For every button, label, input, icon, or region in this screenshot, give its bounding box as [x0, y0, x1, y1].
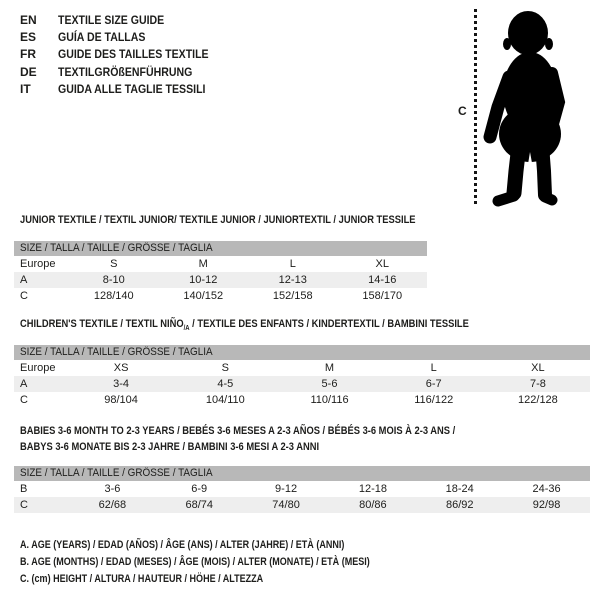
- table-row: [14, 272, 427, 288]
- language-title: TEXTILGRÖßENFÜHRUNG: [58, 64, 193, 79]
- table-cell: M: [198, 258, 208, 270]
- table-row: [14, 288, 427, 304]
- table-cell: 68/74: [185, 499, 213, 511]
- row-label: A: [20, 274, 28, 286]
- table-cell: 3-4: [113, 378, 130, 390]
- row-label: C: [20, 394, 28, 406]
- language-title: GUIDE DES TAILLES TEXTILE: [58, 47, 209, 62]
- height-measure-label: C: [458, 104, 467, 118]
- table-cell: L: [289, 258, 296, 270]
- table-cell: 110/116: [310, 394, 349, 406]
- table-cell: 128/140: [93, 290, 134, 302]
- section-title: JUNIOR TEXTILE / TEXTIL JUNIOR/ TEXTILE JUNIOR / JUNIORTEXTIL / JUNIOR TESSILE: [20, 214, 416, 226]
- table-cell: XL: [375, 258, 389, 270]
- language-title: TEXTILE SIZE GUIDE: [58, 13, 165, 27]
- table-cell: 14-16: [368, 274, 397, 286]
- language-code: ES: [20, 30, 37, 45]
- junior-size-table-section: [14, 214, 427, 304]
- language-row: [20, 64, 229, 81]
- table-cell: 18-24: [445, 483, 474, 495]
- language-title: GUIDA ALLE TAGLIE TESSILI: [58, 81, 206, 96]
- section-title: CHILDREN'S TEXTILE / TEXTIL $NIÑO_{/A}$ / TEXTILE DES ENFANTS / KINDERTEXTIL / BAMBINI TESSILE: [20, 318, 469, 333]
- table-cell: 7-8: [529, 378, 546, 390]
- table-cell: M: [324, 362, 335, 374]
- size-header-bar: SIZE / TALLA / TAILLE / GRÖSSE / TAGLIA: [14, 345, 590, 360]
- row-label: Europe: [20, 362, 56, 374]
- height-measure-line-icon: [474, 9, 477, 206]
- table-cell: 6-9: [191, 483, 208, 495]
- section-title: BABIES 3-6 MONTH TO 2-3 YEARS / BEBÉS 3-6 MESES A 2-3 AÑOS / BÉBÉS 3-6 MOIS À 2-3 ANS /: [20, 425, 456, 437]
- row-label: C: [20, 499, 28, 511]
- table-cell: L: [430, 362, 437, 374]
- table-row: [14, 481, 590, 497]
- row-label: Europe: [20, 258, 56, 270]
- size-header-bar: SIZE / TALLA / TAILLE / GRÖSSE / TAGLIA: [14, 466, 590, 481]
- table-cell: 4-5: [217, 378, 234, 390]
- table-row: [14, 256, 427, 272]
- section-title: BABYS 3-6 MONATE BIS 2-3 JAHRE / BAMBINI 3-6 MESI A 2-3 ANNI: [20, 441, 320, 453]
- footnote-height: C. (cm) HEIGHT / ALTURA / HAUTEUR / HÖHE / ALTEZZA: [20, 573, 264, 586]
- table-cell: 12-18: [358, 483, 387, 495]
- table-cell: XL: [531, 362, 545, 374]
- row-label: A: [20, 378, 28, 390]
- table-cell: 140/152: [183, 290, 224, 302]
- language-row: [20, 29, 229, 46]
- table-cell: 104/110: [205, 394, 245, 406]
- table-cell: 6-7: [425, 378, 442, 390]
- table-cell: 8-10: [102, 274, 125, 286]
- table-cell: 158/170: [362, 290, 403, 302]
- legend-footnotes: [20, 537, 447, 589]
- babies-size-table-section: [14, 425, 590, 513]
- size-header-bar: SIZE / TALLA / TAILLE / GRÖSSE / TAGLIA: [14, 241, 427, 256]
- baby-silhouette-icon: [483, 7, 579, 207]
- children-size-table-section: [14, 318, 590, 408]
- table-cell: 116/122: [414, 394, 454, 406]
- language-list: [20, 12, 229, 98]
- table-row: [14, 392, 590, 408]
- language-code: IT: [20, 81, 31, 96]
- language-title: GUÍA DE TALLAS: [58, 30, 146, 45]
- language-row: [20, 46, 229, 63]
- table-cell: 24-36: [532, 483, 561, 495]
- table-cell: 62/68: [98, 499, 127, 511]
- footnote-age-years: A. AGE (YEARS) / EDAD (AÑOS) / ÂGE (ANS) / ALTER (JAHRE) / ETÀ (ANNI): [20, 539, 345, 551]
- row-label: C: [20, 290, 28, 302]
- language-code: EN: [20, 13, 37, 27]
- table-cell: 122/128: [518, 394, 558, 406]
- table-cell: 98/104: [104, 394, 138, 406]
- table-cell: XS: [113, 362, 129, 374]
- table-cell: 86/92: [445, 499, 474, 511]
- table-cell: 152/158: [272, 290, 313, 302]
- table-cell: S: [110, 258, 118, 270]
- footnote-age-months: B. AGE (MONTHS) / EDAD (MESES) / ÂGE (MOIS) / ALTER (MONATE) / ETÀ (MESI): [20, 556, 370, 569]
- table-cell: 74/80: [272, 499, 300, 511]
- table-cell: 80/86: [359, 499, 387, 511]
- row-label: B: [20, 483, 28, 495]
- table-row: [14, 497, 590, 513]
- table-row: [14, 360, 590, 376]
- table-cell: 9-12: [275, 483, 298, 495]
- table-cell: 10-12: [189, 274, 218, 286]
- language-code: DE: [20, 64, 37, 79]
- table-cell: S: [221, 362, 229, 374]
- table-cell: 92/98: [532, 499, 561, 511]
- table-cell: 3-6: [104, 483, 121, 495]
- table-cell: 12-13: [278, 274, 307, 286]
- language-code: FR: [20, 47, 36, 62]
- table-row: [14, 376, 590, 392]
- language-row: [20, 81, 229, 98]
- table-cell: 5-6: [321, 378, 338, 390]
- language-row: [20, 12, 229, 29]
